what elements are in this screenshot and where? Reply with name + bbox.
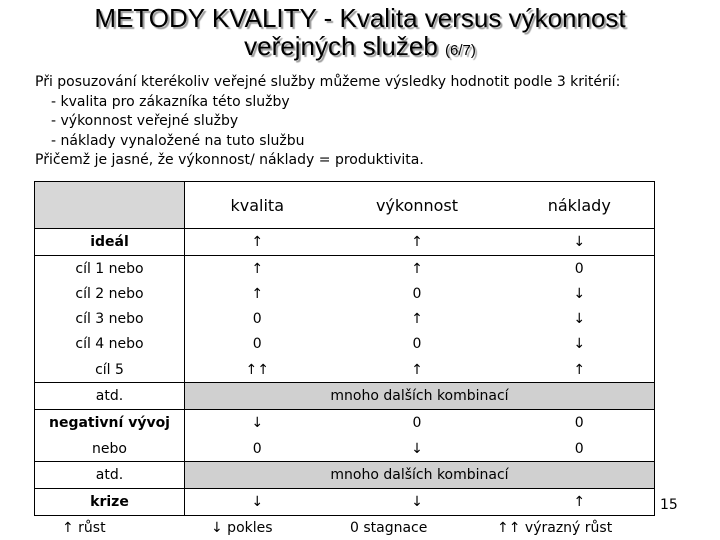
cell-vykonnost: ↑ [330, 357, 505, 383]
cell-kvalita: ↑↑ [185, 357, 330, 383]
intro-text [35, 73, 715, 171]
table-header-row [35, 182, 655, 229]
cell-kvalita: ↓ [185, 489, 330, 516]
table-row [35, 281, 655, 306]
table-row [35, 307, 655, 332]
comparison-table [34, 181, 655, 516]
legend-stagnace: 0 stagnace [350, 520, 428, 536]
cell-naklady: ↑ [505, 357, 655, 383]
intro-conclusion: Přičemž je jasné, že výkonnost/ náklady = produktivita. [35, 152, 424, 168]
title-line-2 [0, 32, 720, 65]
cell-kvalita: ↑ [251, 260, 264, 277]
page-number: 15 [660, 497, 678, 513]
cell-vykonnost: ↓ [330, 489, 505, 516]
intro-lead: Při posuzování kterékoliv veřejné služby můžeme výsledky hodnotit podle 3 kritérií: [35, 74, 621, 90]
cell-vykonnost: ↑ [411, 311, 423, 328]
header-kvalita: kvalita [185, 182, 330, 229]
cell-kvalita: ↑ [185, 229, 330, 256]
row-label: negativní vývoj [35, 410, 185, 436]
row-label: ideál [35, 229, 185, 256]
cell-naklady: ↓ [505, 281, 655, 306]
cell-naklady: 0 [505, 255, 655, 281]
row-label: nebo [35, 436, 185, 462]
header-vykonnost: výkonnost [330, 182, 505, 229]
row-label: cíl 3 nebo [35, 307, 185, 332]
row-label: cíl 2 nebo [35, 281, 185, 306]
header-corner [35, 182, 185, 229]
cell-kvalita: 0 [252, 336, 262, 353]
row-label: atd. [35, 383, 185, 410]
legend [0, 520, 720, 540]
intro-item-quality: - kvalita pro zákazníka této služby [51, 93, 290, 110]
row-label: krize [35, 489, 185, 516]
cell-naklady: 0 [505, 436, 655, 462]
legend-vyrazny-rust: ↑↑ výrazný růst [497, 520, 613, 536]
table-row [35, 332, 655, 357]
header-naklady: náklady [505, 182, 655, 229]
row-label: atd. [35, 462, 185, 489]
cell-kvalita: ↓ [251, 415, 264, 432]
cell-vykonnost: 0 [412, 285, 422, 302]
row-label: cíl 1 nebo [35, 255, 185, 281]
cell-naklady: 0 [505, 410, 655, 436]
cell-naklady: ↑ [505, 489, 655, 516]
cell-vykonnost: 0 [412, 336, 422, 353]
table-row [35, 462, 655, 489]
title-line-1: METODY KVALITY - Kvalita versus výkonnost [94, 3, 626, 33]
row-label: cíl 5 [35, 357, 185, 383]
legend-pokles: ↓ pokles [211, 520, 273, 536]
intro-item-performance: - výkonnost veřejné služby [51, 113, 239, 129]
cell-vykonnost: ↑ [411, 260, 423, 277]
slide-title [0, 4, 720, 65]
cell-naklady: ↓ [505, 229, 655, 256]
intro-item-costs: - náklady vynaložené na tuto službu [51, 132, 305, 149]
cell-kvalita: 0 [252, 311, 262, 328]
table-row [35, 255, 655, 281]
cell-vykonnost: 0 [412, 415, 422, 432]
combinations-note: mnoho dalších kombinací [185, 462, 655, 489]
table-row [35, 410, 655, 436]
legend-rust: ↑ růst [62, 520, 106, 536]
cell-vykonnost: ↑ [330, 229, 505, 256]
cell-kvalita: ↑ [251, 285, 264, 302]
cell-naklady: ↓ [505, 332, 655, 357]
cell-kvalita: 0 [185, 436, 330, 462]
combinations-note: mnoho dalších kombinací [185, 383, 655, 410]
title-line-2-text: veřejných služeb [244, 31, 438, 61]
cell-naklady: ↓ [505, 307, 655, 332]
table-row [35, 436, 655, 462]
table-row [35, 229, 655, 256]
table-row [35, 357, 655, 383]
table-row [35, 489, 655, 516]
title-part: (6/7) [445, 42, 476, 59]
cell-vykonnost: ↓ [330, 436, 505, 462]
row-label: cíl 4 nebo [35, 332, 185, 357]
table-row [35, 383, 655, 410]
